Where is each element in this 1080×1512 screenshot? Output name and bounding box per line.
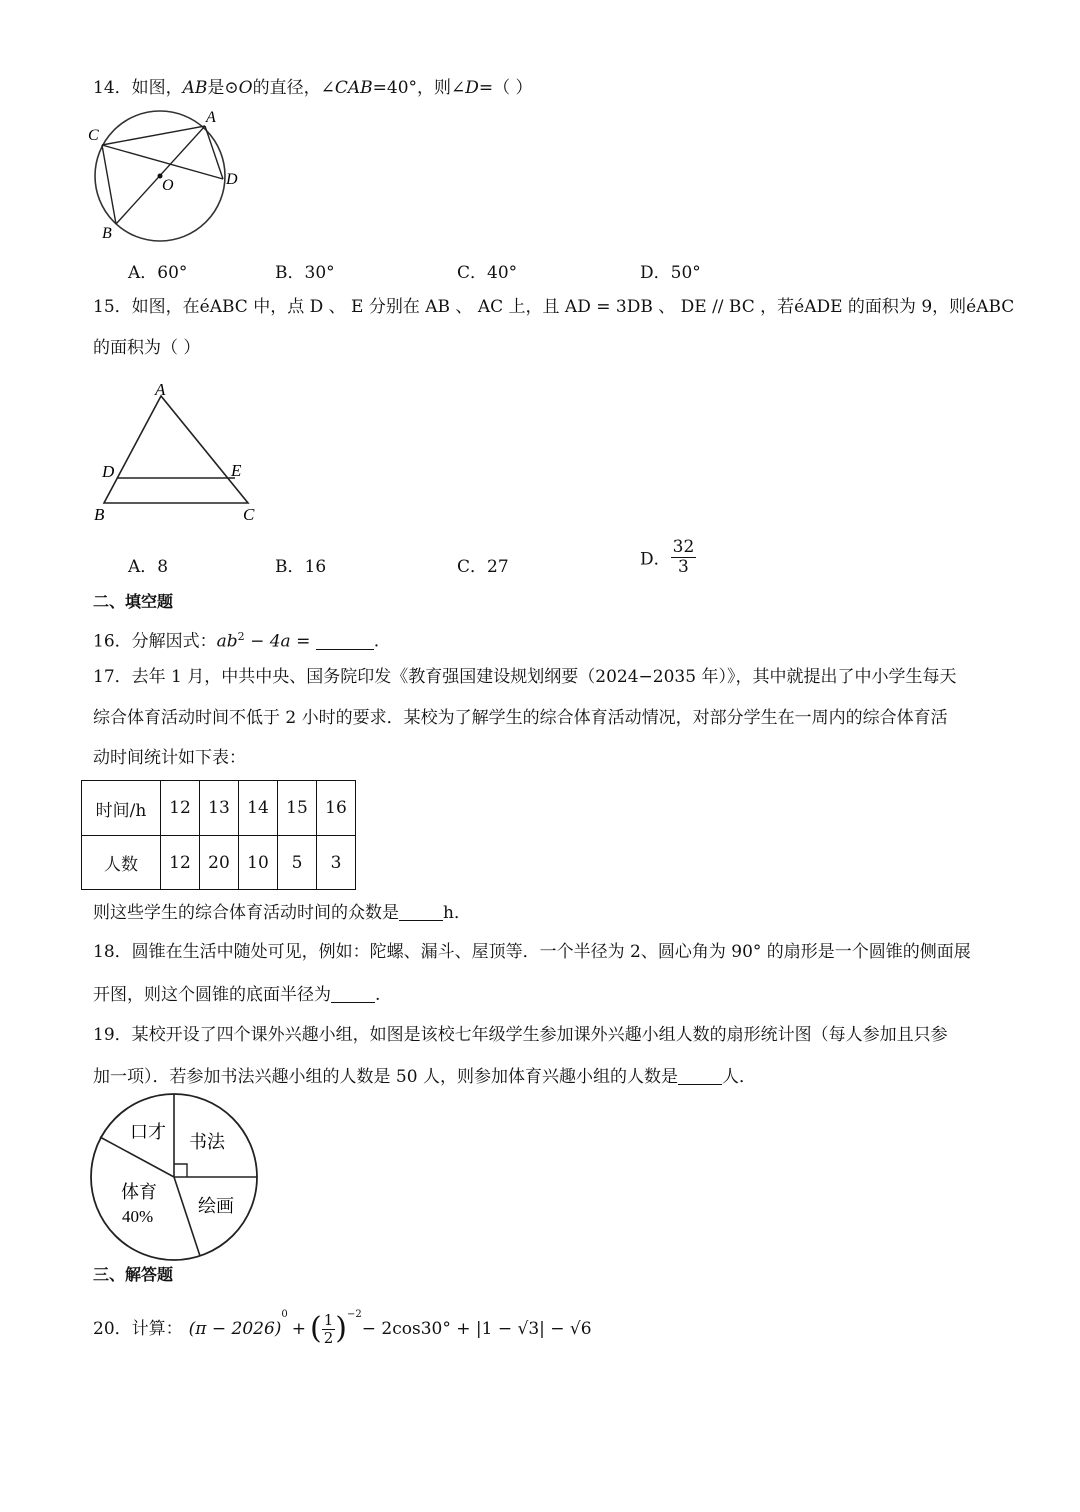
fraction-numerator: 32 xyxy=(672,537,695,557)
q17-unit: h． xyxy=(443,903,471,923)
q17-line3: 动时间统计如下表： xyxy=(93,748,246,768)
q20-text xyxy=(93,1310,592,1348)
q17-line1 xyxy=(93,669,956,686)
q14-text-part: 是⊙ xyxy=(207,78,239,98)
label-e: E xyxy=(231,461,242,480)
q17-answer-blank[interactable] xyxy=(399,904,443,921)
q18-line1 xyxy=(93,944,971,961)
pie-label-tiyu: 体育 xyxy=(121,1182,157,1202)
option-value: 8 xyxy=(157,557,169,577)
fraction-numerator: 1 xyxy=(323,1311,334,1329)
option-value: 27 xyxy=(487,557,509,577)
option-letter: B． xyxy=(275,557,305,577)
option-letter: D． xyxy=(640,549,671,570)
option-letter: C． xyxy=(457,263,488,283)
q20-remaining-terms: − 2cos30° + |1 − √3| − √6 xyxy=(361,1318,592,1339)
q17-number: 17． xyxy=(93,667,132,687)
label-d: D xyxy=(226,171,238,188)
q20-exponent-zero: 0 xyxy=(281,1309,288,1320)
chord-cd xyxy=(102,145,223,179)
q15-triangle-figure xyxy=(88,378,268,528)
q20-term-pi: (π − 2026) xyxy=(188,1318,282,1339)
right-angle-mark xyxy=(174,1164,187,1177)
pie-label-shufa: 书法 xyxy=(189,1132,225,1152)
table-header-cell: 人数 xyxy=(82,836,161,890)
q16-answer-blank[interactable] xyxy=(316,633,374,650)
q16-text xyxy=(93,631,379,651)
chord-cb xyxy=(102,145,116,224)
label-o: O xyxy=(162,177,174,194)
q15-line2: 的面积为（ ） xyxy=(93,338,201,358)
q16-exponent: 2 xyxy=(237,630,245,643)
q15-number: 15． xyxy=(93,297,132,317)
q14-text-part: 的直径，∠ xyxy=(252,78,335,98)
q20-label: 计算： xyxy=(131,1318,183,1339)
table-cell: 10 xyxy=(239,836,278,890)
fraction-denominator: 2 xyxy=(323,1328,334,1347)
q19-unit: 人． xyxy=(721,1067,756,1087)
q17-after-text xyxy=(93,904,471,922)
option-value: 30° xyxy=(304,263,335,283)
q16-expr: − 4a = xyxy=(244,631,316,652)
q19-number: 19． xyxy=(93,1025,132,1045)
q14-o: O xyxy=(238,78,253,98)
q18-end: . xyxy=(375,985,381,1005)
pie-divider-left xyxy=(100,1137,174,1177)
pie-label-koucai: 口才 xyxy=(130,1122,166,1142)
q14-cab: CAB xyxy=(334,78,373,98)
q14-d: D xyxy=(465,78,479,98)
q18-answer-blank[interactable] xyxy=(331,986,375,1003)
q14-option-b xyxy=(275,258,335,283)
q19-question: 加一项）．若参加书法兴趣小组的人数是 50 人，则参加体育兴趣小组的人数是 xyxy=(93,1067,678,1087)
option-value: 50° xyxy=(670,263,701,283)
q20-open-paren: ( xyxy=(310,1311,322,1346)
label-a: A xyxy=(155,380,166,399)
q15-text: 如图，在éABC 中，点 D 、 E 分别在 AB 、 AC 上，且 AD = 3DB 、 DE // BC ，若éADE 的面积为 9，则éABC xyxy=(131,297,1015,317)
q20-plus: + xyxy=(291,1318,307,1339)
table-cell: 12 xyxy=(161,836,200,890)
table-cell: 13 xyxy=(200,781,239,836)
table-cell: 16 xyxy=(317,781,356,836)
q17-text: 去年 1 月，中共中央、国务院印发《教育强国建设规划纲要（2024−2035 年）》，其中就提出了中小学生每天 xyxy=(131,667,957,687)
q20-close-paren: ) xyxy=(335,1311,348,1346)
pie-divider-bottom xyxy=(174,1177,200,1256)
q18-question: 开图，则这个圆锥的底面半径为 xyxy=(93,985,331,1005)
label-d: D xyxy=(102,462,115,481)
q19-text: 某校开设了四个课外兴趣小组，如图是该校七年级学生参加课外兴趣小组人数的扇形统计图（每人参加且只参 xyxy=(131,1025,948,1045)
table-cell: 5 xyxy=(278,836,317,890)
label-b: B xyxy=(94,505,105,524)
table-header-cell: 时间/h xyxy=(82,781,161,836)
label-b: B xyxy=(102,225,112,242)
label-a: A xyxy=(206,109,216,126)
q18-number: 18． xyxy=(93,942,132,962)
q20-exponent-neg-two: −2 xyxy=(347,1309,362,1320)
q19-answer-blank[interactable] xyxy=(678,1068,722,1085)
section-solve-heading: 三、解答题 xyxy=(93,1265,174,1284)
option-letter: C． xyxy=(457,557,488,577)
q17-question: 则这些学生的综合体育活动时间的众数是 xyxy=(93,903,399,923)
q16-label: 分解因式： xyxy=(131,631,217,652)
table-cell: 14 xyxy=(239,781,278,836)
table-cell: 3 xyxy=(317,836,356,890)
q14-ab: AB xyxy=(182,78,208,98)
q14-circle-figure xyxy=(82,100,252,250)
q14-text xyxy=(93,80,533,97)
q14-number: 14． xyxy=(93,78,132,98)
table-cell: 15 xyxy=(278,781,317,836)
label-c: C xyxy=(243,505,255,524)
q14-text-part: =40°，则∠ xyxy=(372,78,466,98)
table-cell: 12 xyxy=(161,781,200,836)
q18-text: 圆锥在生活中随处可见，例如：陀螺、漏斗、屋顶等．一个半径为 2、圆心角为 90° 的扇形是一个圆锥的侧面展 xyxy=(131,942,971,962)
q16-end: . xyxy=(373,631,380,652)
table-cell: 20 xyxy=(200,836,239,890)
label-c: C xyxy=(88,127,99,144)
option-value: 40° xyxy=(487,263,518,283)
pie-label-tiyu-percent: 40% xyxy=(122,1207,154,1226)
q16-number: 16． xyxy=(93,631,132,652)
q15-option-d xyxy=(640,538,696,576)
q16-expr: ab xyxy=(216,631,238,652)
q14-option-d xyxy=(640,258,701,283)
q19-line1 xyxy=(93,1027,948,1044)
option-letter: D． xyxy=(640,263,671,283)
fraction-32-over-3 xyxy=(671,538,697,576)
q19-line2 xyxy=(93,1068,756,1086)
q18-line2 xyxy=(93,986,380,1004)
q14-option-a xyxy=(128,258,187,283)
table-row xyxy=(82,836,356,890)
q15-option-a xyxy=(128,552,168,577)
q14-text-part: =（ ） xyxy=(478,78,533,98)
q20-number: 20． xyxy=(93,1318,132,1339)
q14-text-part: 如图， xyxy=(131,78,183,98)
q20-fraction-half xyxy=(322,1312,336,1346)
option-value: 16 xyxy=(304,557,327,577)
option-value: 60° xyxy=(157,263,188,283)
q17-line2: 综合体育活动时间不低于 2 小时的要求．某校为了解学生的综合体育活动情况，对部分学生在一周内的综合体育活 xyxy=(93,708,948,728)
option-letter: A． xyxy=(128,263,158,283)
q15-option-b xyxy=(275,552,326,577)
q19-pie-chart xyxy=(88,1092,268,1262)
q17-time-table xyxy=(81,780,356,890)
option-letter: A． xyxy=(128,557,158,577)
fraction-denominator: 3 xyxy=(678,556,689,577)
table-row xyxy=(82,781,356,836)
q15-line1 xyxy=(93,299,1014,316)
q15-option-c xyxy=(457,552,509,577)
pie-label-huihua: 绘画 xyxy=(198,1196,234,1216)
section-fill-in-heading: 二、填空题 xyxy=(93,592,174,611)
option-letter: B． xyxy=(275,263,305,283)
triangle-abc xyxy=(104,396,248,503)
q14-option-c xyxy=(457,258,517,283)
